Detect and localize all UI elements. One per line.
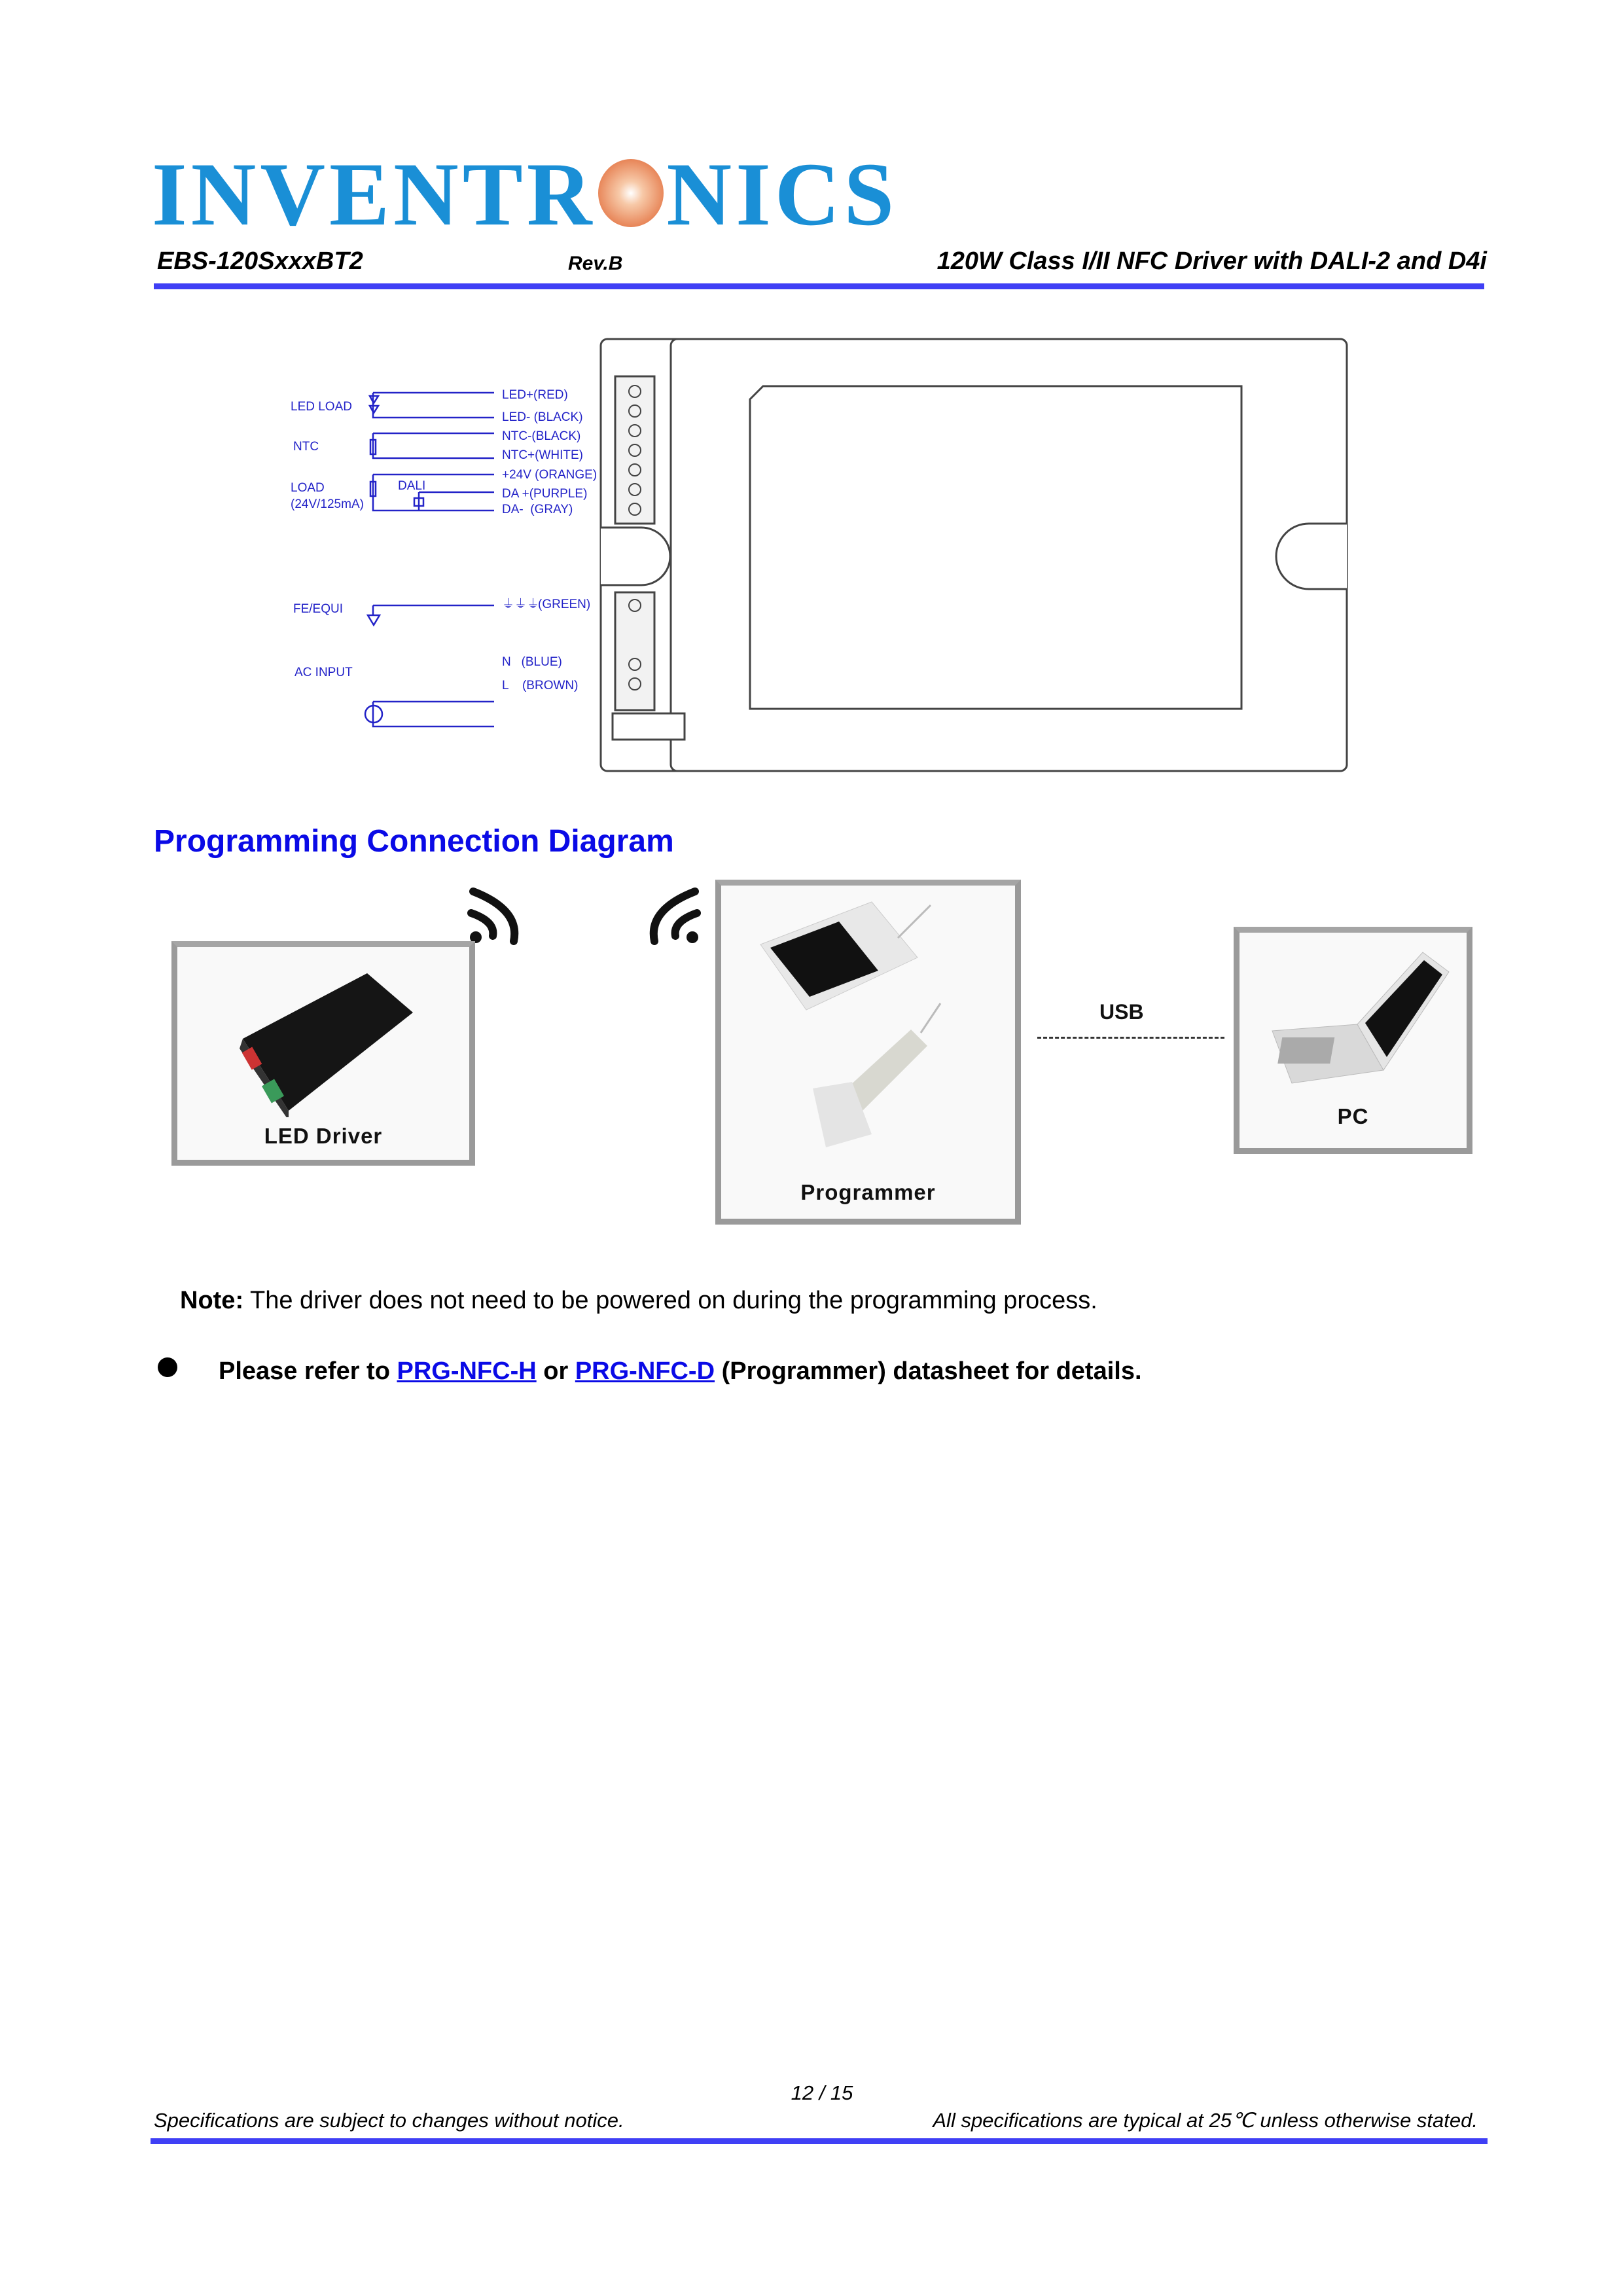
wire-ntc-neg: NTC-(BLACK) xyxy=(502,429,581,443)
programmer-label: Programmer xyxy=(800,1180,936,1204)
link-prg-nfc-d[interactable]: PRG-NFC-D xyxy=(575,1357,715,1385)
link-prg-nfc-h[interactable]: PRG-NFC-H xyxy=(397,1357,537,1385)
note-label: Note: xyxy=(180,1287,244,1314)
wire-da-neg: DA- (GRAY) xyxy=(502,503,573,516)
led-driver-image xyxy=(217,960,433,1117)
label-fe-equi: FE/EQUI xyxy=(293,602,344,616)
refer-text xyxy=(219,1357,1142,1386)
label-load: LOAD xyxy=(291,481,325,495)
programmer-image xyxy=(747,899,996,1160)
wire-led-pos: LED+(RED) xyxy=(502,388,568,402)
nfc-wave-icon-right xyxy=(461,884,533,946)
inventronics-logo: INVENTR NICS xyxy=(152,144,899,244)
refer-middle: or xyxy=(536,1357,575,1385)
wiring-lines xyxy=(365,393,494,726)
usb-label: USB xyxy=(1099,1000,1144,1024)
driver-outline xyxy=(601,339,1347,771)
label-led-load: LED LOAD xyxy=(291,400,352,414)
bullet-icon xyxy=(158,1357,177,1377)
programmer-box xyxy=(715,880,1021,1225)
wire-ntc-pos: NTC+(WHITE) xyxy=(502,448,584,462)
refer-prefix: Please refer to xyxy=(219,1357,397,1385)
label-ac-input: AC INPUT xyxy=(294,666,353,679)
footer-rule xyxy=(151,2138,1488,2144)
pc-label: PC xyxy=(1337,1104,1369,1128)
wiring-diagram xyxy=(0,327,1623,785)
laptop-image xyxy=(1253,946,1462,1096)
revision: Rev.B xyxy=(568,253,623,274)
usb-connection-line xyxy=(1037,1037,1224,1039)
model-number: EBS-120SxxxBT2 xyxy=(157,247,363,275)
led-driver-label: LED Driver xyxy=(264,1124,383,1148)
wire-green: (GREEN) xyxy=(538,598,591,611)
wire-led-neg: LED- (BLACK) xyxy=(502,410,583,424)
note-text xyxy=(180,1287,1097,1315)
wire-n: N (BLUE) xyxy=(502,655,562,669)
footer-right: All specifications are typical at 25℃ unless otherwise stated. xyxy=(933,2109,1478,2132)
label-load-spec: (24V/125mA) xyxy=(291,497,364,511)
wire-l: L (BROWN) xyxy=(502,679,579,692)
note-body: The driver does not need to be powered on during the programming process. xyxy=(243,1287,1097,1314)
wire-24v: +24V (ORANGE) xyxy=(502,468,597,482)
section-heading: Programming Connection Diagram xyxy=(154,824,674,859)
page-number: 12 / 15 xyxy=(791,2081,853,2104)
wire-da-pos: DA +(PURPLE) xyxy=(502,487,588,501)
footer-left: Specifications are subject to changes without notice. xyxy=(154,2109,624,2132)
document-title: 120W Class I/II NFC Driver with DALI-2 and D4i xyxy=(936,247,1487,275)
led-driver-box xyxy=(171,941,475,1166)
logo-globe-icon xyxy=(598,159,664,227)
earth-symbols-icon: ⏚⏚⏚ xyxy=(502,598,540,611)
header-rule xyxy=(154,283,1484,289)
label-dali: DALI xyxy=(398,479,426,493)
label-ntc: NTC xyxy=(293,440,319,454)
refer-suffix: (Programmer) datasheet for details. xyxy=(715,1357,1142,1385)
pc-box xyxy=(1234,927,1472,1154)
nfc-wave-icon-left xyxy=(635,884,707,946)
